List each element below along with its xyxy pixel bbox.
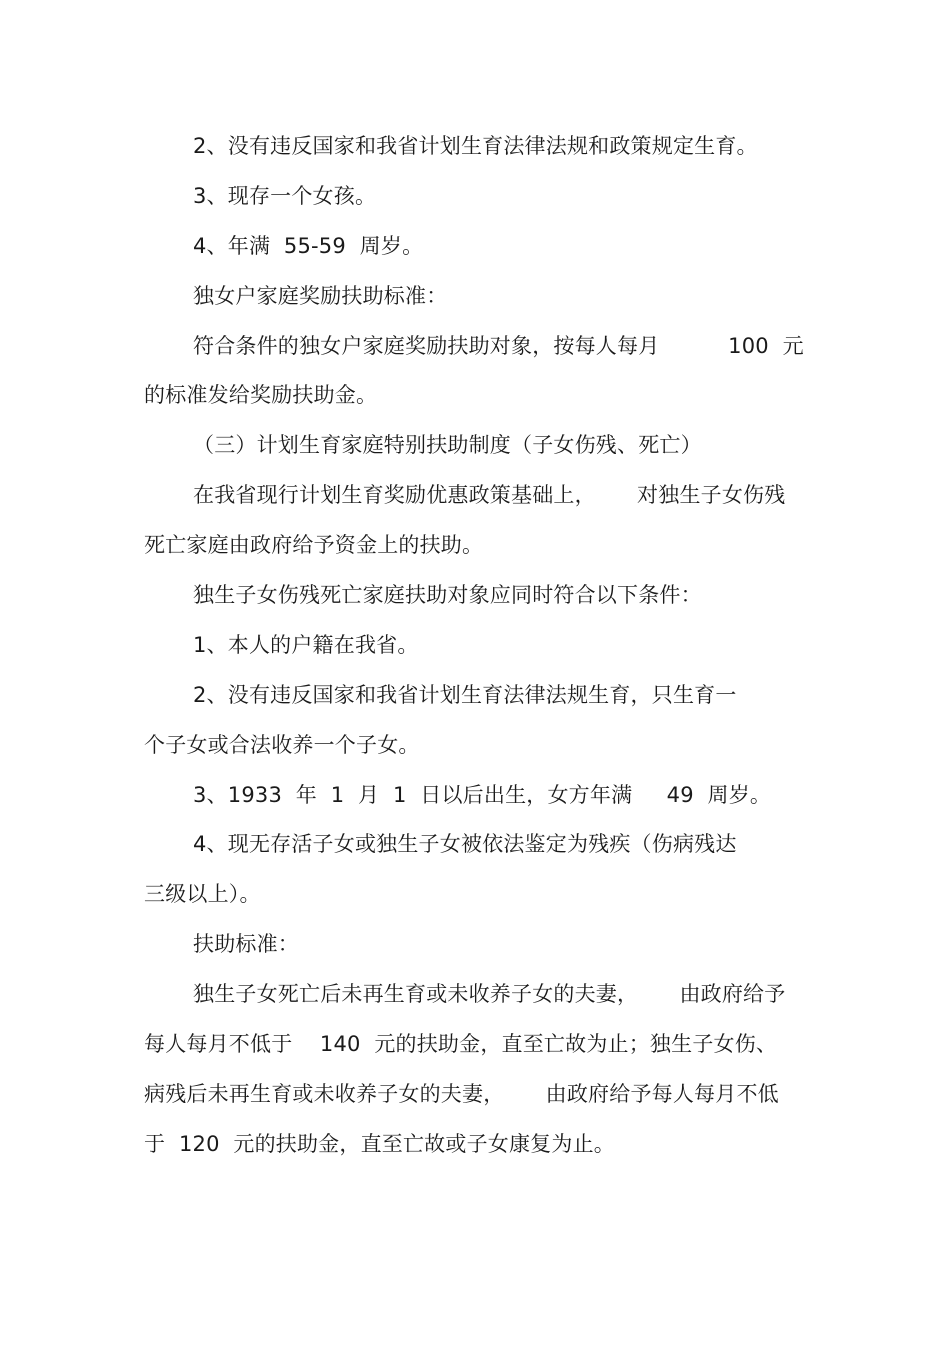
paragraph-line: 三级以上）。 xyxy=(144,882,261,906)
paragraph-line: 在我省现行计划生育奖励优惠政策基础上， 对独生子女伤残 xyxy=(193,483,786,507)
paragraph-line: 独女户家庭奖励扶助标准： xyxy=(193,284,448,308)
paragraph-line: 每人每月不低于 140 元的扶助金，直至亡故为止；独生子女伤、 xyxy=(144,1032,778,1056)
paragraph-line: 病残后未再生育或未收养子女的夫妻， 由政府给予每人每月不低 xyxy=(144,1082,779,1106)
paragraph-line: 2、没有违反国家和我省计划生育法律法规生育，只生育一 xyxy=(193,683,737,707)
paragraph-line: 死亡家庭由政府给予资金上的扶助。 xyxy=(144,533,484,557)
paragraph-line: 3、1933 年 1 月 1 日以后出生，女方年满 49 周岁。 xyxy=(193,783,772,807)
paragraph-line: 独生子女死亡后未再生育或未收养子女的夫妻， 由政府给予 xyxy=(193,982,786,1006)
paragraph-line: 4、年满 55-59 周岁。 xyxy=(193,234,424,258)
paragraph-line: 独生子女伤残死亡家庭扶助对象应同时符合以下条件： xyxy=(193,583,702,607)
paragraph-line: 个子女或合法收养一个子女。 xyxy=(144,733,420,757)
paragraph-line: 的标准发给奖励扶助金。 xyxy=(144,383,378,407)
paragraph-line: 2、没有违反国家和我省计划生育法律法规和政策规定生育。 xyxy=(193,134,758,158)
paragraph-line: 1、本人的户籍在我省。 xyxy=(193,633,419,657)
paragraph-line: 于 120 元的扶助金，直至亡故或子女康复为止。 xyxy=(144,1132,615,1156)
paragraph-line: 符合条件的独女户家庭奖励扶助对象，按每人每月 100 元 xyxy=(193,334,804,358)
paragraph-line: 4、现无存活子女或独生子女被依法鉴定为残疾（伤病残达 xyxy=(193,832,737,856)
paragraph-line: 扶助标准： xyxy=(193,932,299,956)
section-heading: （三）计划生育家庭特别扶助制度（子女伤残、死亡） xyxy=(193,433,702,457)
paragraph-line: 3、现存一个女孩。 xyxy=(193,184,377,208)
